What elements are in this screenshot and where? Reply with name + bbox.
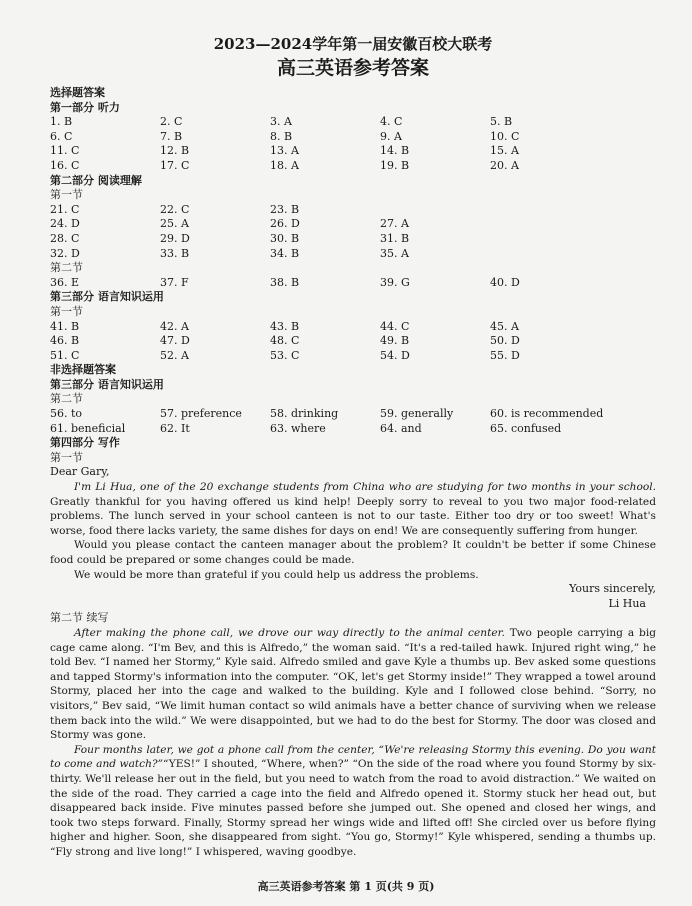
letter-p1-italic: I'm Li Hua, one of the 20 exchange students from China who are studying for two months in your school.	[74, 481, 656, 494]
story-paragraph-1	[50, 626, 656, 743]
answer-item: 37. F	[160, 275, 189, 289]
answer-item: 26. D	[270, 217, 300, 231]
part3-section1-answers	[50, 320, 656, 364]
letter-signature: Li Hua	[608, 596, 646, 610]
sub-part3-section2-label: 第二节	[50, 392, 83, 406]
answer-item: 6. C	[50, 129, 73, 143]
letter-greeting: Dear Gary,	[50, 465, 110, 479]
answer-item: 16. C	[50, 158, 80, 172]
exam-title: 2023—2024学年第一届安徽百校大联考	[213, 35, 493, 53]
part3-section1-label: 第一节	[50, 304, 83, 318]
part4-section1-label: 第一节	[50, 450, 83, 464]
answer-item: 38. B	[270, 275, 300, 289]
answer-item: 23. B	[270, 202, 300, 216]
answer-row	[50, 276, 656, 291]
answer-item: 60. is recommended	[490, 407, 604, 421]
answer-item: 39. G	[380, 275, 410, 289]
answer-item: 24. D	[50, 217, 80, 231]
answer-item: 44. C	[380, 319, 410, 333]
answer-item: 14. B	[380, 144, 410, 158]
answer-item: 40. D	[490, 275, 520, 289]
objective-heading: 选择题答案	[50, 86, 105, 99]
letter-paragraph-2: Would you please contact the canteen manager about the problem? It couldn't be better if some Chinese food could be prepared or some changes could be made.	[50, 539, 656, 566]
answer-item: 36. E	[50, 275, 80, 289]
document-title: 高三英语参考答案	[276, 57, 429, 79]
answer-item: 18. A	[270, 158, 299, 172]
answer-item: 51. C	[50, 348, 80, 362]
answer-item: 28. C	[50, 231, 80, 245]
answer-item: 9. A	[380, 129, 402, 143]
answer-item: 52. A	[160, 348, 189, 362]
answer-item: 27. A	[380, 217, 409, 231]
sub-part3-heading: 第三部分 语言知识运用	[50, 377, 164, 391]
answer-item: 5. B	[490, 115, 513, 129]
answer-item: 17. C	[160, 158, 190, 172]
answer-item: 11. C	[50, 144, 80, 158]
answer-item: 61. beneficial	[50, 421, 126, 435]
answer-item: 1. B	[50, 115, 73, 129]
answer-item: 47. D	[160, 334, 190, 348]
answer-row	[50, 334, 656, 349]
answer-item: 53. C	[270, 348, 300, 362]
answer-item: 35. A	[380, 246, 409, 260]
part1-heading: 第一部分 听力	[50, 100, 120, 114]
part2-section1-label: 第一节	[50, 188, 83, 202]
answer-row	[50, 349, 656, 364]
answer-item: 32. D	[50, 246, 80, 260]
answer-row	[50, 144, 656, 159]
story-p1-italic: After making the phone call, we drove our way directly to the animal center.	[74, 626, 505, 639]
answer-item: 3. A	[270, 115, 292, 129]
answer-item: 54. D	[380, 348, 410, 362]
answer-row	[50, 203, 656, 218]
answer-item: 10. C	[490, 129, 520, 143]
answer-item: 20. A	[490, 158, 519, 172]
part2-heading: 第二部分 阅读理解	[50, 173, 142, 187]
answer-item: 22. C	[160, 202, 190, 216]
answer-item: 63. where	[270, 421, 326, 435]
answer-item: 48. C	[270, 334, 300, 348]
answer-item: 33. B	[160, 246, 190, 260]
letter-closing: Yours sincerely,	[569, 582, 656, 596]
answer-item: 19. B	[380, 158, 410, 172]
answer-item: 46. B	[50, 334, 80, 348]
answer-item: 57. preference	[160, 407, 242, 421]
answer-item: 13. A	[270, 144, 299, 158]
part2-section2-answers	[50, 276, 656, 291]
part4-heading: 第四部分 写作	[50, 436, 120, 450]
answer-row	[50, 115, 656, 130]
answer-row	[50, 247, 656, 262]
story-p2-text: “YES!” I shouted, “Where, when?” “On the side of the road where you found Stormy by six-thirty. We'll release her out in the field, but you need to watch from the road to avoid distraction.” We waited on the side of the road. They carried a cage into the field and Alfredo opened it. Stormy stuck her head out, but disappeared back inside. Five minutes passed before she jumped out. She opened and closed her wings, and took two steps forward. Finally, Stormy spread her wings wide and lifted off! She circled over us before flying higher and higher. Soon, she disappeared from sight. “You go, Stormy!” Kyle whispered, sending a thumbs up. “Fly strong and live long!” I whispered, waving goodbye.	[50, 758, 656, 858]
letter-paragraph-3: We would be more than grateful if you could help us address the problems.	[74, 568, 479, 581]
answer-item: 41. B	[50, 319, 80, 333]
answer-item: 29. D	[160, 231, 190, 245]
answer-row	[50, 422, 656, 437]
answer-row	[50, 217, 656, 232]
answer-item: 58. drinking	[270, 407, 339, 421]
story-p1-text: Two people carrying a big cage came along. “I'm Bev, and this is Alfredo,” the woman said. “It's a red-tailed hawk. Injured right wing,” he told Bev. “I named her Stormy,” Kyle said. Alfredo smiled and gave Kyle a thumbs up. Bev asked some questions and tapped Stormy's information into the computer. “OK, let's get Stormy inside!” They wrapped a towel around Stormy, placed her into the cage and walked to the building. Kyle and I followed close behind. “Sorry, no visitors,” Bev said, “We limit human contact so wild animals have a better chance of surviving when we release them back into the wild.” We were disappointed, but we had to do the best for Stormy. The door was closed and Stormy was gone.	[50, 626, 657, 742]
letter-paragraph-1	[50, 480, 656, 538]
answer-item: 31. B	[380, 231, 410, 245]
answer-row	[50, 320, 656, 335]
answer-row	[50, 232, 656, 247]
part2-section1-answers	[50, 203, 656, 261]
answer-item: 7. B	[160, 129, 183, 143]
answer-item: 12. B	[160, 144, 190, 158]
answer-item: 49. B	[380, 334, 410, 348]
answer-item: 8. B	[270, 129, 293, 143]
answer-row	[50, 159, 656, 174]
answer-item: 45. A	[490, 319, 519, 333]
answer-item: 62. It	[160, 421, 190, 435]
answer-item: 55. D	[490, 348, 520, 362]
answer-item: 65. confused	[490, 421, 562, 435]
answer-item: 4. C	[380, 115, 403, 129]
subjective-heading: 非选择题答案	[50, 363, 116, 377]
part3-heading: 第三部分 语言知识运用	[50, 290, 164, 304]
letter-p1-text: Greatly thankful for you having offered us kind help! Deeply sorry to reveal to you two major food-related problems. The lunch served in your school canteen is not to our taste. Either too dry or too sweet! What's worse, food there lacks variety, the same dishes for days on end! We are consequently suffering from hunger.	[50, 495, 656, 537]
answer-item: 2. C	[160, 115, 183, 129]
answer-item: 34. B	[270, 246, 300, 260]
part4-section2-label: 第二节 续写	[50, 611, 109, 625]
answer-item: 21. C	[50, 202, 80, 216]
answer-item: 30. B	[270, 231, 300, 245]
answer-item: 50. D	[490, 334, 520, 348]
answer-item: 15. A	[490, 144, 519, 158]
answer-item: 56. to	[50, 407, 83, 421]
answer-item: 43. B	[270, 319, 300, 333]
answer-item: 64. and	[380, 421, 422, 435]
grammar-fill-answers	[50, 407, 656, 436]
answer-row	[50, 130, 656, 145]
part1-answers	[50, 115, 656, 173]
page-footer: 高三英语参考答案 第 1 页(共 9 页)	[257, 880, 435, 893]
answer-item: 42. A	[160, 319, 189, 333]
part2-section2-label: 第二节	[50, 261, 83, 275]
answer-item: 25. A	[160, 217, 189, 231]
story-p2-italic: Four months later, we got a phone call from the center, “We're releasing Stormy this evening. Do you want to come and watch?”	[50, 743, 656, 771]
answer-item: 59. generally	[380, 407, 454, 421]
story-paragraph-2	[50, 743, 656, 860]
answer-row	[50, 407, 656, 422]
